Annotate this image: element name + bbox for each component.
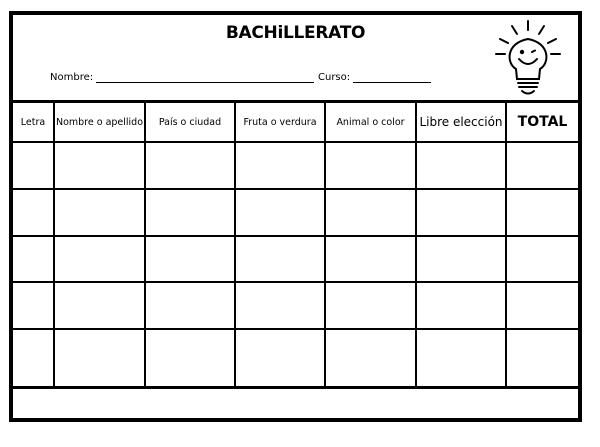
table-cell[interactable] bbox=[325, 189, 416, 236]
worksheet bbox=[9, 11, 582, 422]
table-cell[interactable] bbox=[235, 189, 325, 236]
table-cell[interactable] bbox=[325, 142, 416, 189]
table-cell[interactable] bbox=[235, 236, 325, 283]
header-total: TOTAL bbox=[506, 102, 578, 143]
table-cell[interactable] bbox=[145, 282, 235, 329]
table-cell[interactable] bbox=[54, 142, 145, 189]
curso-line bbox=[353, 72, 431, 83]
header-fruta-verdura: Fruta o verdura bbox=[235, 102, 325, 143]
table-row bbox=[13, 189, 578, 236]
header-animal-color: Animal o color bbox=[325, 102, 416, 143]
table-cell[interactable] bbox=[235, 329, 325, 388]
table-row bbox=[13, 329, 578, 388]
lightbulb-icon bbox=[492, 19, 564, 99]
curso-label: Curso: bbox=[318, 72, 351, 83]
table-row bbox=[13, 282, 578, 329]
table-cell[interactable] bbox=[54, 282, 145, 329]
table-cell[interactable] bbox=[13, 329, 54, 388]
table-cell[interactable] bbox=[325, 329, 416, 388]
table-cell[interactable] bbox=[235, 282, 325, 329]
table-cell[interactable] bbox=[145, 142, 235, 189]
table-cell[interactable] bbox=[506, 282, 578, 329]
nombre-line bbox=[96, 72, 314, 83]
table-cell[interactable] bbox=[13, 236, 54, 283]
table-cell[interactable] bbox=[54, 329, 145, 388]
table-cell[interactable] bbox=[13, 142, 54, 189]
table-cell[interactable] bbox=[145, 236, 235, 283]
table-row bbox=[13, 142, 578, 189]
table-cell[interactable] bbox=[145, 329, 235, 388]
table-row bbox=[13, 236, 578, 283]
nombre-label: Nombre: bbox=[50, 72, 94, 83]
table-cell[interactable] bbox=[416, 236, 506, 283]
table-cell[interactable] bbox=[54, 189, 145, 236]
table-cell[interactable] bbox=[145, 189, 235, 236]
worksheet-title: BACHiLLERATO bbox=[225, 23, 366, 43]
header-letra: Letra bbox=[13, 102, 54, 143]
curso-field bbox=[318, 72, 431, 83]
header-libre-eleccion: Libre elección bbox=[416, 102, 506, 143]
table-cell[interactable] bbox=[325, 236, 416, 283]
table-cell[interactable] bbox=[54, 236, 145, 283]
table-cell[interactable] bbox=[506, 142, 578, 189]
game-table bbox=[13, 100, 578, 389]
table-cell[interactable] bbox=[13, 282, 54, 329]
table-cell[interactable] bbox=[416, 329, 506, 388]
table-cell[interactable] bbox=[325, 282, 416, 329]
table-cell[interactable] bbox=[506, 236, 578, 283]
table-cell[interactable] bbox=[235, 142, 325, 189]
header-row bbox=[13, 102, 578, 143]
table-cell[interactable] bbox=[506, 329, 578, 388]
table-cell[interactable] bbox=[416, 142, 506, 189]
table-cell[interactable] bbox=[416, 189, 506, 236]
header-nombre-apellido: Nombre o apellido bbox=[54, 102, 145, 143]
table-cell[interactable] bbox=[506, 189, 578, 236]
header-pais-ciudad: País o ciudad bbox=[145, 102, 235, 143]
table-cell[interactable] bbox=[416, 282, 506, 329]
table-cell[interactable] bbox=[13, 189, 54, 236]
nombre-field bbox=[50, 72, 314, 83]
